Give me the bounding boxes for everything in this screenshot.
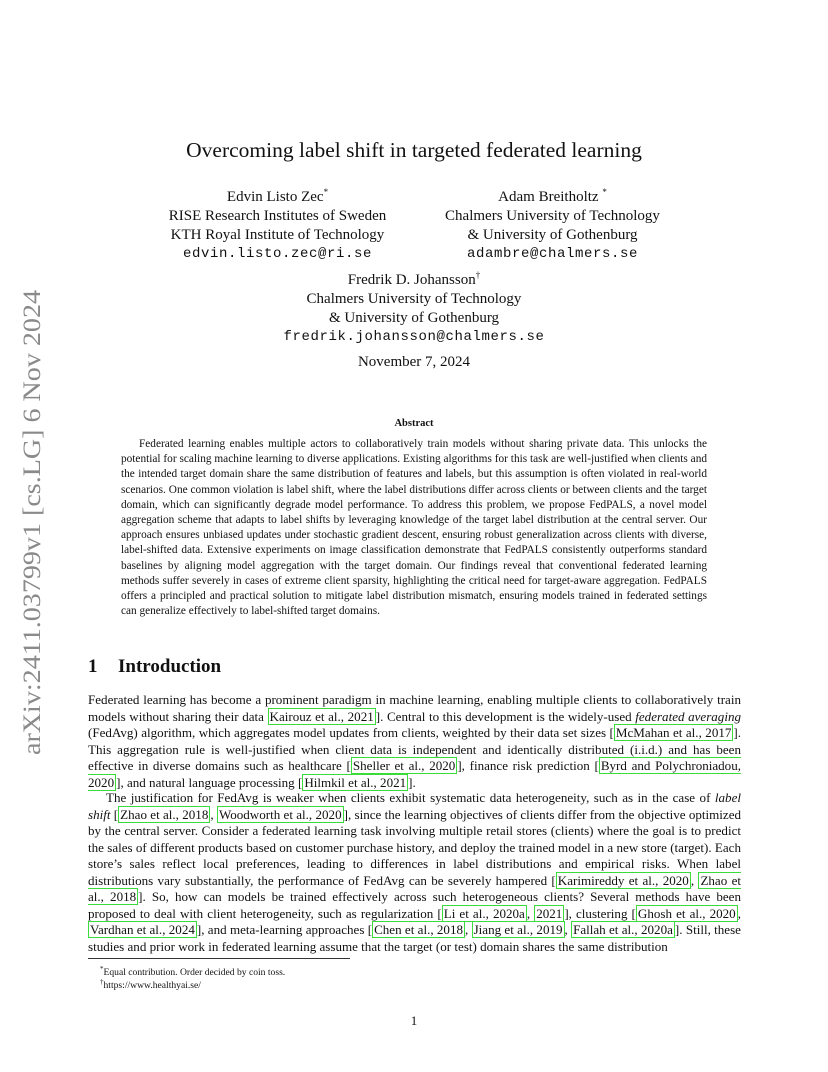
footnote-link[interactable]: https://www.healthyai.se/ <box>103 980 201 992</box>
emphasis-term: label shift <box>88 790 741 822</box>
author-email[interactable]: edvin.listo.zec@ri.se <box>182 246 373 262</box>
author-name: Edvin Listo Zec <box>226 189 324 205</box>
footnote-divider <box>88 958 350 959</box>
section-heading <box>88 656 221 678</box>
publication-date: November 7, 2024 <box>357 354 471 370</box>
author-affiliation: RISE Research Institutes of Sweden <box>168 208 387 224</box>
citation-link[interactable]: Li et al., 2020a <box>443 905 525 921</box>
author-block <box>150 183 405 264</box>
author-mark: * <box>323 187 329 197</box>
author-affiliation: Chalmers University of Technology <box>445 208 660 224</box>
author-email[interactable]: adambre@chalmers.se <box>466 246 639 262</box>
author-mark: * <box>602 187 607 197</box>
citation-link[interactable]: Woodworth et al., 2020 <box>218 806 342 822</box>
author-name: Adam Breitholtz <box>498 189 599 205</box>
citation-link[interactable]: Ghosh et al., 2020 <box>637 905 736 921</box>
body-paragraph: The justification for FedAvg is weaker when clients exhibit systematic data heterogeneity, such as in the case of label shift [ Zhao et al., 2018 , Woodworth et al., 2020 ], since the learning objectives of clients differ from the objective optimized by the central server. Consider a federated learning task involving multiple retail stores (clients) where the goal is to predict the sales of different products based on customer purchase history, and deploy the trained model in a new store (target). Each store’s sales reflect local preferences, leading to differences in label distributions and empirical risks. When label distributions vary substantially, the performance of FedAvg can be severely hampered [ Karimireddy et al., 2020 , Zhao et al., 2018 ]. So, how can models be trained effectively across such heterogeneous clients? Several methods have been proposed to deal with client heterogeneity, such as regularization [ Li et al., 2020a , 2021 ], clustering [ Ghosh et al., 2020 , Vardhan et al., 2024 ], and meta-learning approaches [ Chen et al., 2018 , Jiang et al., 2019 , Fallah et al., 2020a ]. Still, these studies and prior work in federated learning assume that the target (or test) domain shares the same distribution <box>88 790 742 954</box>
citation-link[interactable]: 2021 <box>536 905 563 921</box>
author-affiliation: & University of Gothenburg <box>328 310 500 326</box>
citation-link[interactable]: Hilmkil et al., 2021 <box>304 774 407 790</box>
citation-link[interactable]: Chen et al., 2018 <box>374 922 463 937</box>
abstract-heading: Abstract <box>394 418 434 429</box>
author-affiliation: Chalmers University of Technology <box>306 291 522 307</box>
paper-title: Overcoming label shift in targeted federated learning <box>186 138 642 162</box>
author-email[interactable]: fredrik.johansson@chalmers.se <box>283 329 545 345</box>
footnote <box>100 976 201 992</box>
author-block <box>214 266 614 347</box>
emphasis-term: federated averaging <box>635 708 742 724</box>
citation-link[interactable]: Karimireddy et al., 2020 <box>557 872 689 888</box>
footnote-mark: * <box>100 965 104 973</box>
citation-link[interactable]: Sheller et al., 2020 <box>352 758 456 773</box>
citation-link[interactable]: McMahan et al., 2017 <box>615 725 732 740</box>
footnote-mark: † <box>100 978 104 986</box>
page-number: 1 <box>410 1013 418 1028</box>
author-name: Fredrik D. Johansson <box>347 272 476 288</box>
body-paragraph: Federated learning has become a prominent paradigm in machine learning, enabling multiple clients to collaboratively train models without sharing their data Kairouz et al., 2021 ]. Central to this development is the widely-used federated averaging (FedAvg) algorithm, which aggregates model updates from clients, weighted by their data set sizes [ McMahan et al., 2017 ]. This aggregation rule is well-justified when client data is independent and identically distributed (i.i.d.) and has been effective in diverse domains such as healthcare [ Sheller et al., 2020 ], finance risk prediction [ Byrd and Polychroniadou, 2020 ], and natural language processing [ Hilmkil et al., 2021 ]. <box>88 692 742 790</box>
abstract-text: Federated learning enables multiple actors to collaboratively train models without sharing private data. This unlocks the potential for scaling machine learning to diverse applications. Existing algorithms for this task are well-justified when clients and the intended target domain share the same distribution of features and labels, but this assumption is often violated in real-world scenarios. One common violation is label shift, where the label distributions differ across clients or between clients and the target domain, which can significantly degrade model performance. To address this problem, we propose FedPALS, a novel model aggregation scheme that adapts to label shifts by leveraging knowledge of the target label distribution at the central server. Our approach ensures unbiased updates under stochastic gradient descent, ensuring robust generalization across clients with diverse, label-shifted data. Extensive experiments on image classification demonstrate that FedPALS consistently outperforms standard baselines by aligning model aggregation with the target domain. Our findings reveal that conventional federated learning methods suffer severely in cases of extreme client sparsity, highlighting the critical need for target-aware aggregation. FedPALS offers a principled and practical solution to mitigate label distribution mismatch, ensuring models trained in federated settings can generalize effectively to label-shifted target domains. <box>121 438 707 618</box>
author-affiliation: & University of Gothenburg <box>467 227 638 243</box>
section-number: 1 <box>88 656 98 677</box>
citation-link[interactable]: Fallah et al., 2020a <box>573 922 673 937</box>
citation-link[interactable]: Byrd and Polychroniadou, 2020 <box>88 758 741 790</box>
author-block <box>420 183 685 264</box>
citation-link[interactable]: Jiang et al., 2019 <box>473 922 563 937</box>
arxiv-stamp-text: arXiv:2411.03799v1 [cs.LG] 6 Nov 2024 <box>19 340 46 755</box>
section-title: Introduction <box>118 656 222 677</box>
citation-link[interactable]: Kairouz et al., 2021 <box>269 708 374 724</box>
citation-link[interactable]: Vardhan et al., 2024 <box>90 922 195 937</box>
footnote-text: Equal contribution. Order decided by coin toss. <box>103 967 286 979</box>
citation-link[interactable]: Zhao et al., 2018 <box>88 872 741 904</box>
author-affiliation: KTH Royal Institute of Technology <box>170 227 385 243</box>
citation-link[interactable]: Zhao et al., 2018 <box>120 806 209 822</box>
author-mark: † <box>475 270 481 280</box>
